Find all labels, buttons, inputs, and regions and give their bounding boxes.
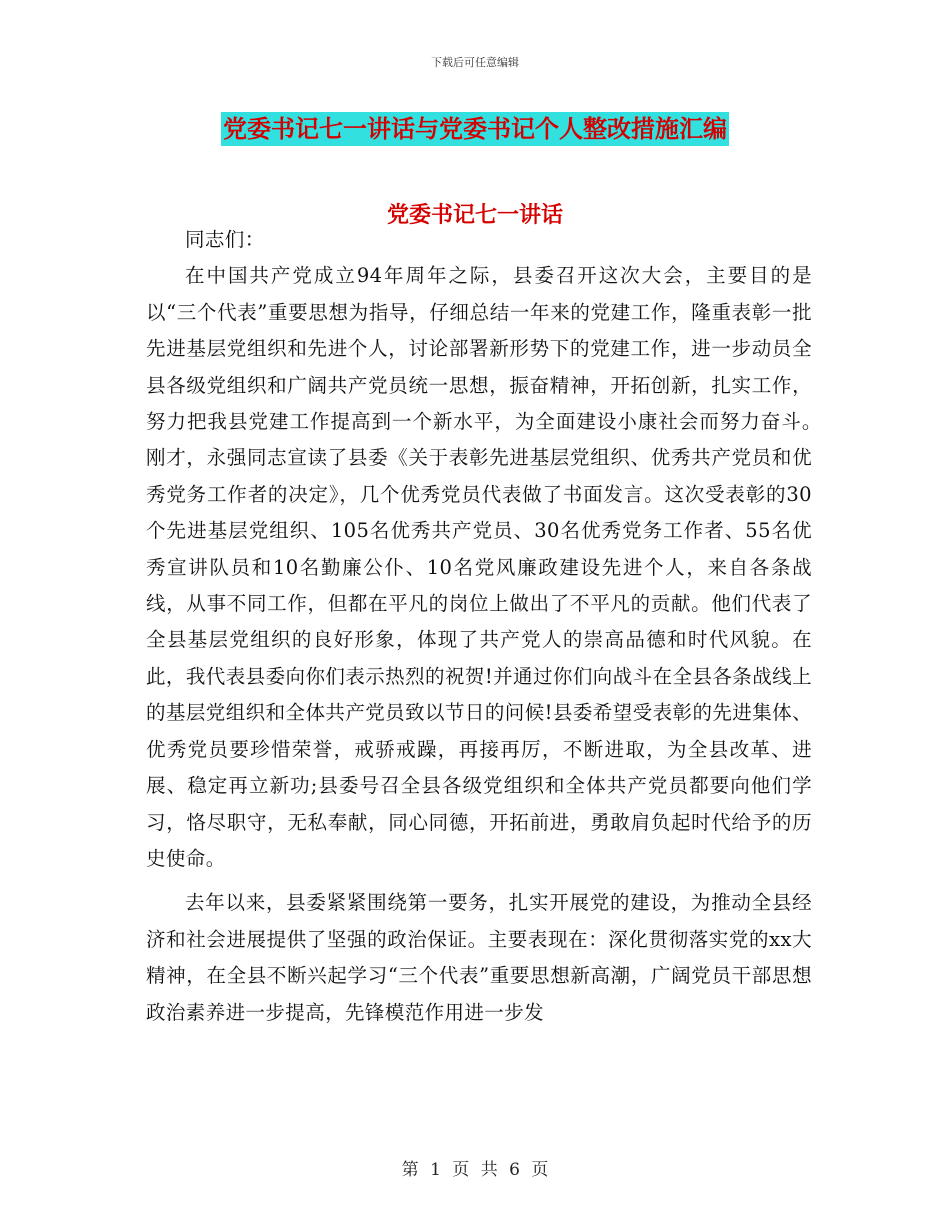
document-body <box>146 222 872 1031</box>
paragraph: 去年以来，县委紧紧围绕第一要务，扎实开展党的建设，为推动全县经济和社会进展提供了坚强的政治保证。主要表现在：深化贯彻落实党的xx大精神，在全县不断兴起学习“三个代表”重要思想新高潮，广阔党员干部思想政治素养进一步提高，先锋模范作用进一步发 <box>146 891 812 1024</box>
header-note: 下载后可任意编辑 <box>431 56 519 69</box>
main-title: 党委书记七一讲话与党委书记个人整改措施汇编 <box>221 112 729 146</box>
paragraph: 在中国共产党成立94年周年之际，县委召开这次大会，主要目的是以“三个代表”重要思想为指导，仔细总结一年来的党建工作，隆重表彰一批先进基层党组织和先进个人，讨论部署新形势下的党建工作，进一步动员全县各级党组织和广阔共产党员统一思想，振奋精神，开拓创新，扎实工作，努力把我县党建工作提高到一个新水平，为全面建设小康社会而努力奋斗。 刚才，永强同志宣读了县委《关于表彰先进基层党组织、优秀共产党员和优秀党务工作者的决定》，几个优秀党员代表做了书面发言。这次受表彰的30个先进基层党组织、105名优秀共产党员、30名优秀党务工作者、55名优秀宣讲队员和10名勤廉公仆、10名党风廉政建设先进个人，来自各条战线，从事不同工作，但都在平凡的岗位上做出了不平凡的贡献。他们代表了全县基层党组织的良好形象，体现了共产党人的崇高品德和时代风貌。在此，我代表县委向你们表示热烈的祝贺!并通过你们向战斗在全县各条战线上的基层党组织和全体共产党员致以节日的问候!县委希望受表彰的先进集体、优秀党员要珍惜荣誉，戒骄戒躁，再接再厉，不断进取，为全县改革、进展、稳定再立新功;县委号召全县各级党组织和全体共产党员都要向他们学习，恪尽职守，无私奉献，同心同德，开拓前进，勇敢肩负起时代给予的历史使命。 <box>146 264 872 870</box>
page-number: 第 1 页 共 6 页 <box>401 1160 549 1180</box>
main-title-container <box>0 112 950 146</box>
section-title: 党委书记七一讲话 <box>386 203 563 228</box>
salutation: 同志们： <box>185 228 265 251</box>
